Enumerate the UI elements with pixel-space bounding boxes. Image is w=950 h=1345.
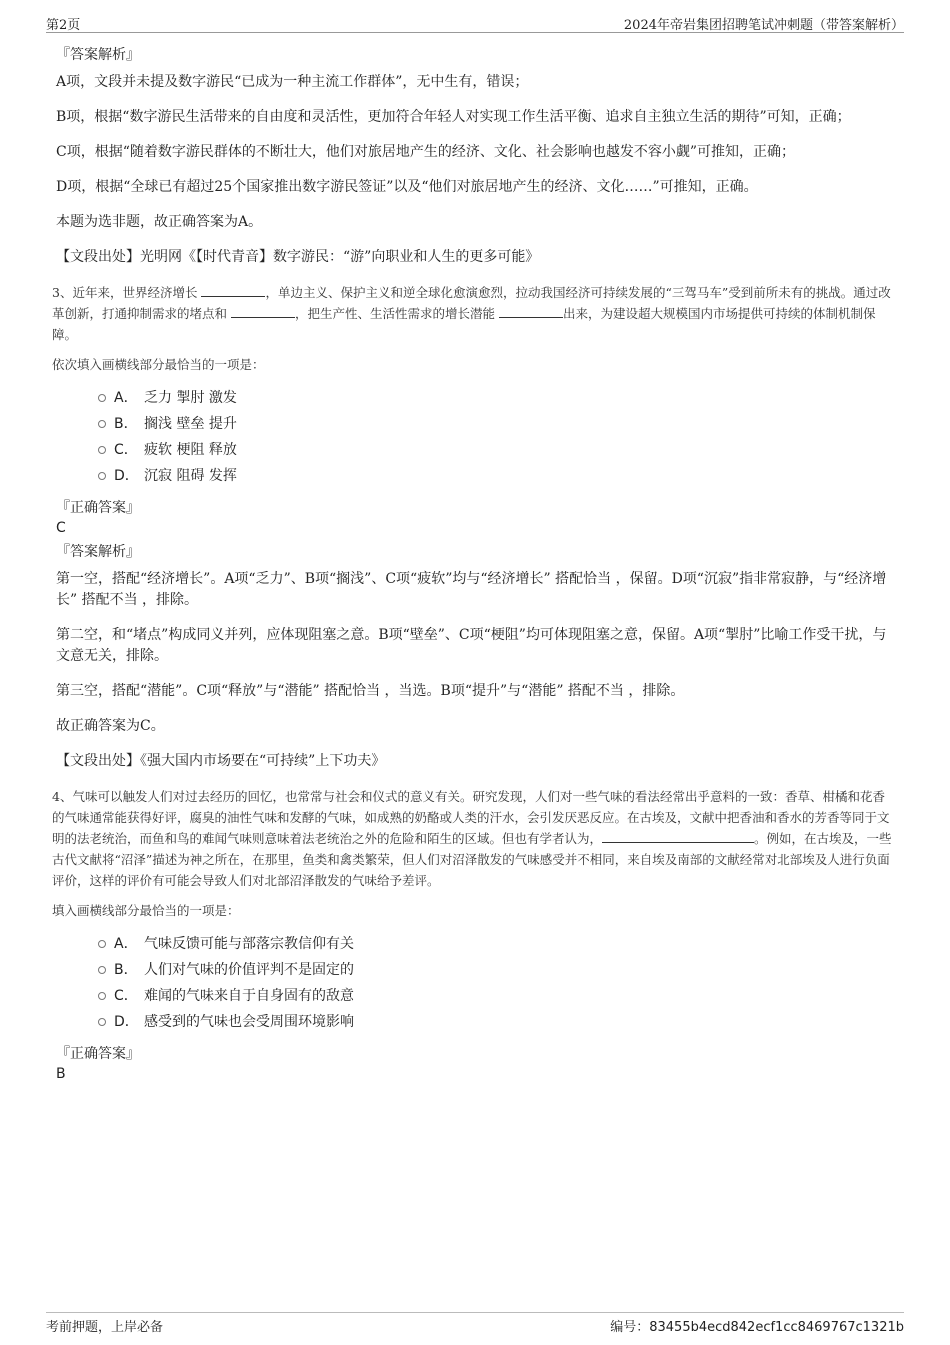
radio-icon[interactable] bbox=[98, 472, 106, 480]
q4-options bbox=[98, 931, 896, 1035]
q4-stem: 4、气味可以触发人们对过去经历的回忆，也常常与社会和仪式的意义有关。研究发现，人们对一些气味的看法经常出乎意料的一致：香草、柑橘和花香的气味通常能获得好评，腐臭的油性气味和发酵的气味，如成熟的奶酪或人类的汗水，会引发厌恶反应。在古埃及，文献中把香油和香水的芳香等同于文明的法老统治，而鱼和鸟的难闻气味则意味着法老统治之外的危险和陌生的区域。但也有学者认为， 。例如，在古埃及，一些古代文献将“沼泽”描述为神之所在，在那里，鱼类和禽类繁荣，但人们对沼泽散发的气味感受并不相同，来自埃及南部的文献经常对北部埃及人进行负面评价，这样的评价有可能会导致人们对北部沼泽散发的气味给予差评。 bbox=[52, 789, 892, 888]
q3-correct-answer: C bbox=[56, 520, 66, 536]
q3-option-d[interactable]: D． 沉寂 阻碍 发挥 bbox=[98, 463, 896, 489]
q3-correct-label: 『正确答案』 bbox=[56, 500, 140, 516]
radio-icon[interactable] bbox=[98, 394, 106, 402]
radio-icon[interactable] bbox=[98, 992, 106, 1000]
blank-line bbox=[201, 284, 265, 297]
q3-stem: 3、近年来，世界经济增长 ，单边主义、保护主义和逆全球化愈演愈烈，拉动我国经济可持续发展的“三驾马车”受到前所未有的挑战。通过改革创新，打通抑制需求的堵点和 ，把生产性、生活性需求的增长潜能 出来，为建设超大规模国内市场提供可持续的体制机制保障。 bbox=[52, 285, 891, 342]
q3-analysis-3: 第三空，搭配“潜能”。C项“释放”与“潜能” 搭配恰当 ，当选。B项“提升”与“潜能” 搭配不当 ，排除。 bbox=[56, 683, 685, 699]
q3-options bbox=[98, 385, 896, 489]
page-content bbox=[52, 44, 896, 1087]
q4-option-a[interactable]: A． 气味反馈可能与部落宗教信仰有关 bbox=[98, 931, 896, 957]
q3-conclusion: 故正确答案为C。 bbox=[56, 718, 165, 734]
q4-prompt: 填入画横线部分最恰当的一项是： bbox=[52, 903, 240, 918]
radio-icon[interactable] bbox=[98, 966, 106, 974]
blank-line bbox=[678, 830, 754, 843]
q2-analysis-b: B项，根据“数字游民生活带来的自由度和灵活性，更加符合年轻人对实现工作生活平衡、追求自主独立生活的期待”可知，正确； bbox=[56, 109, 851, 125]
q3-source: 【文段出处】《强大国内市场要在“可持续”上下功夫》 bbox=[56, 753, 386, 769]
q4-option-c[interactable]: C． 难闻的气味来自于自身固有的敌意 bbox=[98, 983, 896, 1009]
q3-option-b[interactable]: B． 搁浅 壁垒 提升 bbox=[98, 411, 896, 437]
radio-icon[interactable] bbox=[98, 420, 106, 428]
q3-analysis-1: 第一空，搭配“经济增长”。A项“乏力”、B项“搁浅”、C项“疲软”均与“经济增长” 搭配恰当 ，保留。D项“沉寂”指非常寂静，与“经济增长” 搭配不当 ，排除。 bbox=[56, 571, 887, 608]
document-id: 编号：83455b4ecd842ecf1cc8469767c1321b bbox=[610, 1320, 904, 1335]
q3-analysis-label: 『答案解析』 bbox=[56, 544, 140, 560]
radio-icon[interactable] bbox=[98, 446, 106, 454]
q2-source: 【文段出处】光明网《【时代青音】数字游民：“游”向职业和人生的更多可能》 bbox=[56, 249, 540, 265]
radio-icon[interactable] bbox=[98, 940, 106, 948]
q3-prompt: 依次填入画横线部分最恰当的一项是： bbox=[52, 357, 265, 372]
page-header bbox=[46, 12, 904, 33]
q2-analysis-label: 『答案解析』 bbox=[56, 47, 140, 63]
q4-correct-label: 『正确答案』 bbox=[56, 1046, 140, 1062]
blank-line bbox=[231, 305, 295, 318]
q2-analysis-a: A项，文段并未提及数字游民“已成为一种主流工作群体”，无中生有，错误； bbox=[56, 74, 529, 90]
q2-conclusion: 本题为选非题，故正确答案为A。 bbox=[56, 214, 263, 230]
q2-analysis-c: C项，根据“随着数字游民群体的不断壮大，他们对旅居地产生的经济、文化、社会影响也越发不容小觑”可推知，正确； bbox=[56, 144, 796, 160]
footer-slogan: 考前押题，上岸必备 bbox=[46, 1320, 164, 1335]
q2-analysis-d: D项，根据“全球已有超过25个国家推出数字游民签证”以及“他们对旅居地产生的经济、文化……”可推知，正确。 bbox=[56, 179, 758, 195]
q4-correct-answer: B bbox=[56, 1066, 66, 1082]
blank-line bbox=[499, 305, 563, 318]
q3-analysis-2: 第二空，和“堵点”构成同义并列，应体现阻塞之意。B项“壁垒”、C项“梗阻”均可体现阻塞之意，保留。A项“掣肘”比喻工作受干扰，与文意无关，排除。 bbox=[56, 627, 887, 664]
page-footer bbox=[46, 1312, 904, 1335]
blank-line bbox=[602, 830, 678, 843]
q4-option-b[interactable]: B． 人们对气味的价值评判不是固定的 bbox=[98, 957, 896, 983]
document-title: 2024年帝岩集团招聘笔试冲刺题（带答案解析） bbox=[623, 18, 904, 33]
q3-option-c[interactable]: C． 疲软 梗阻 释放 bbox=[98, 437, 896, 463]
page-number: 第2页 bbox=[46, 18, 81, 33]
q3-option-a[interactable]: A． 乏力 掣肘 激发 bbox=[98, 385, 896, 411]
q4-option-d[interactable]: D． 感受到的气味也会受周围环境影响 bbox=[98, 1009, 896, 1035]
radio-icon[interactable] bbox=[98, 1018, 106, 1026]
